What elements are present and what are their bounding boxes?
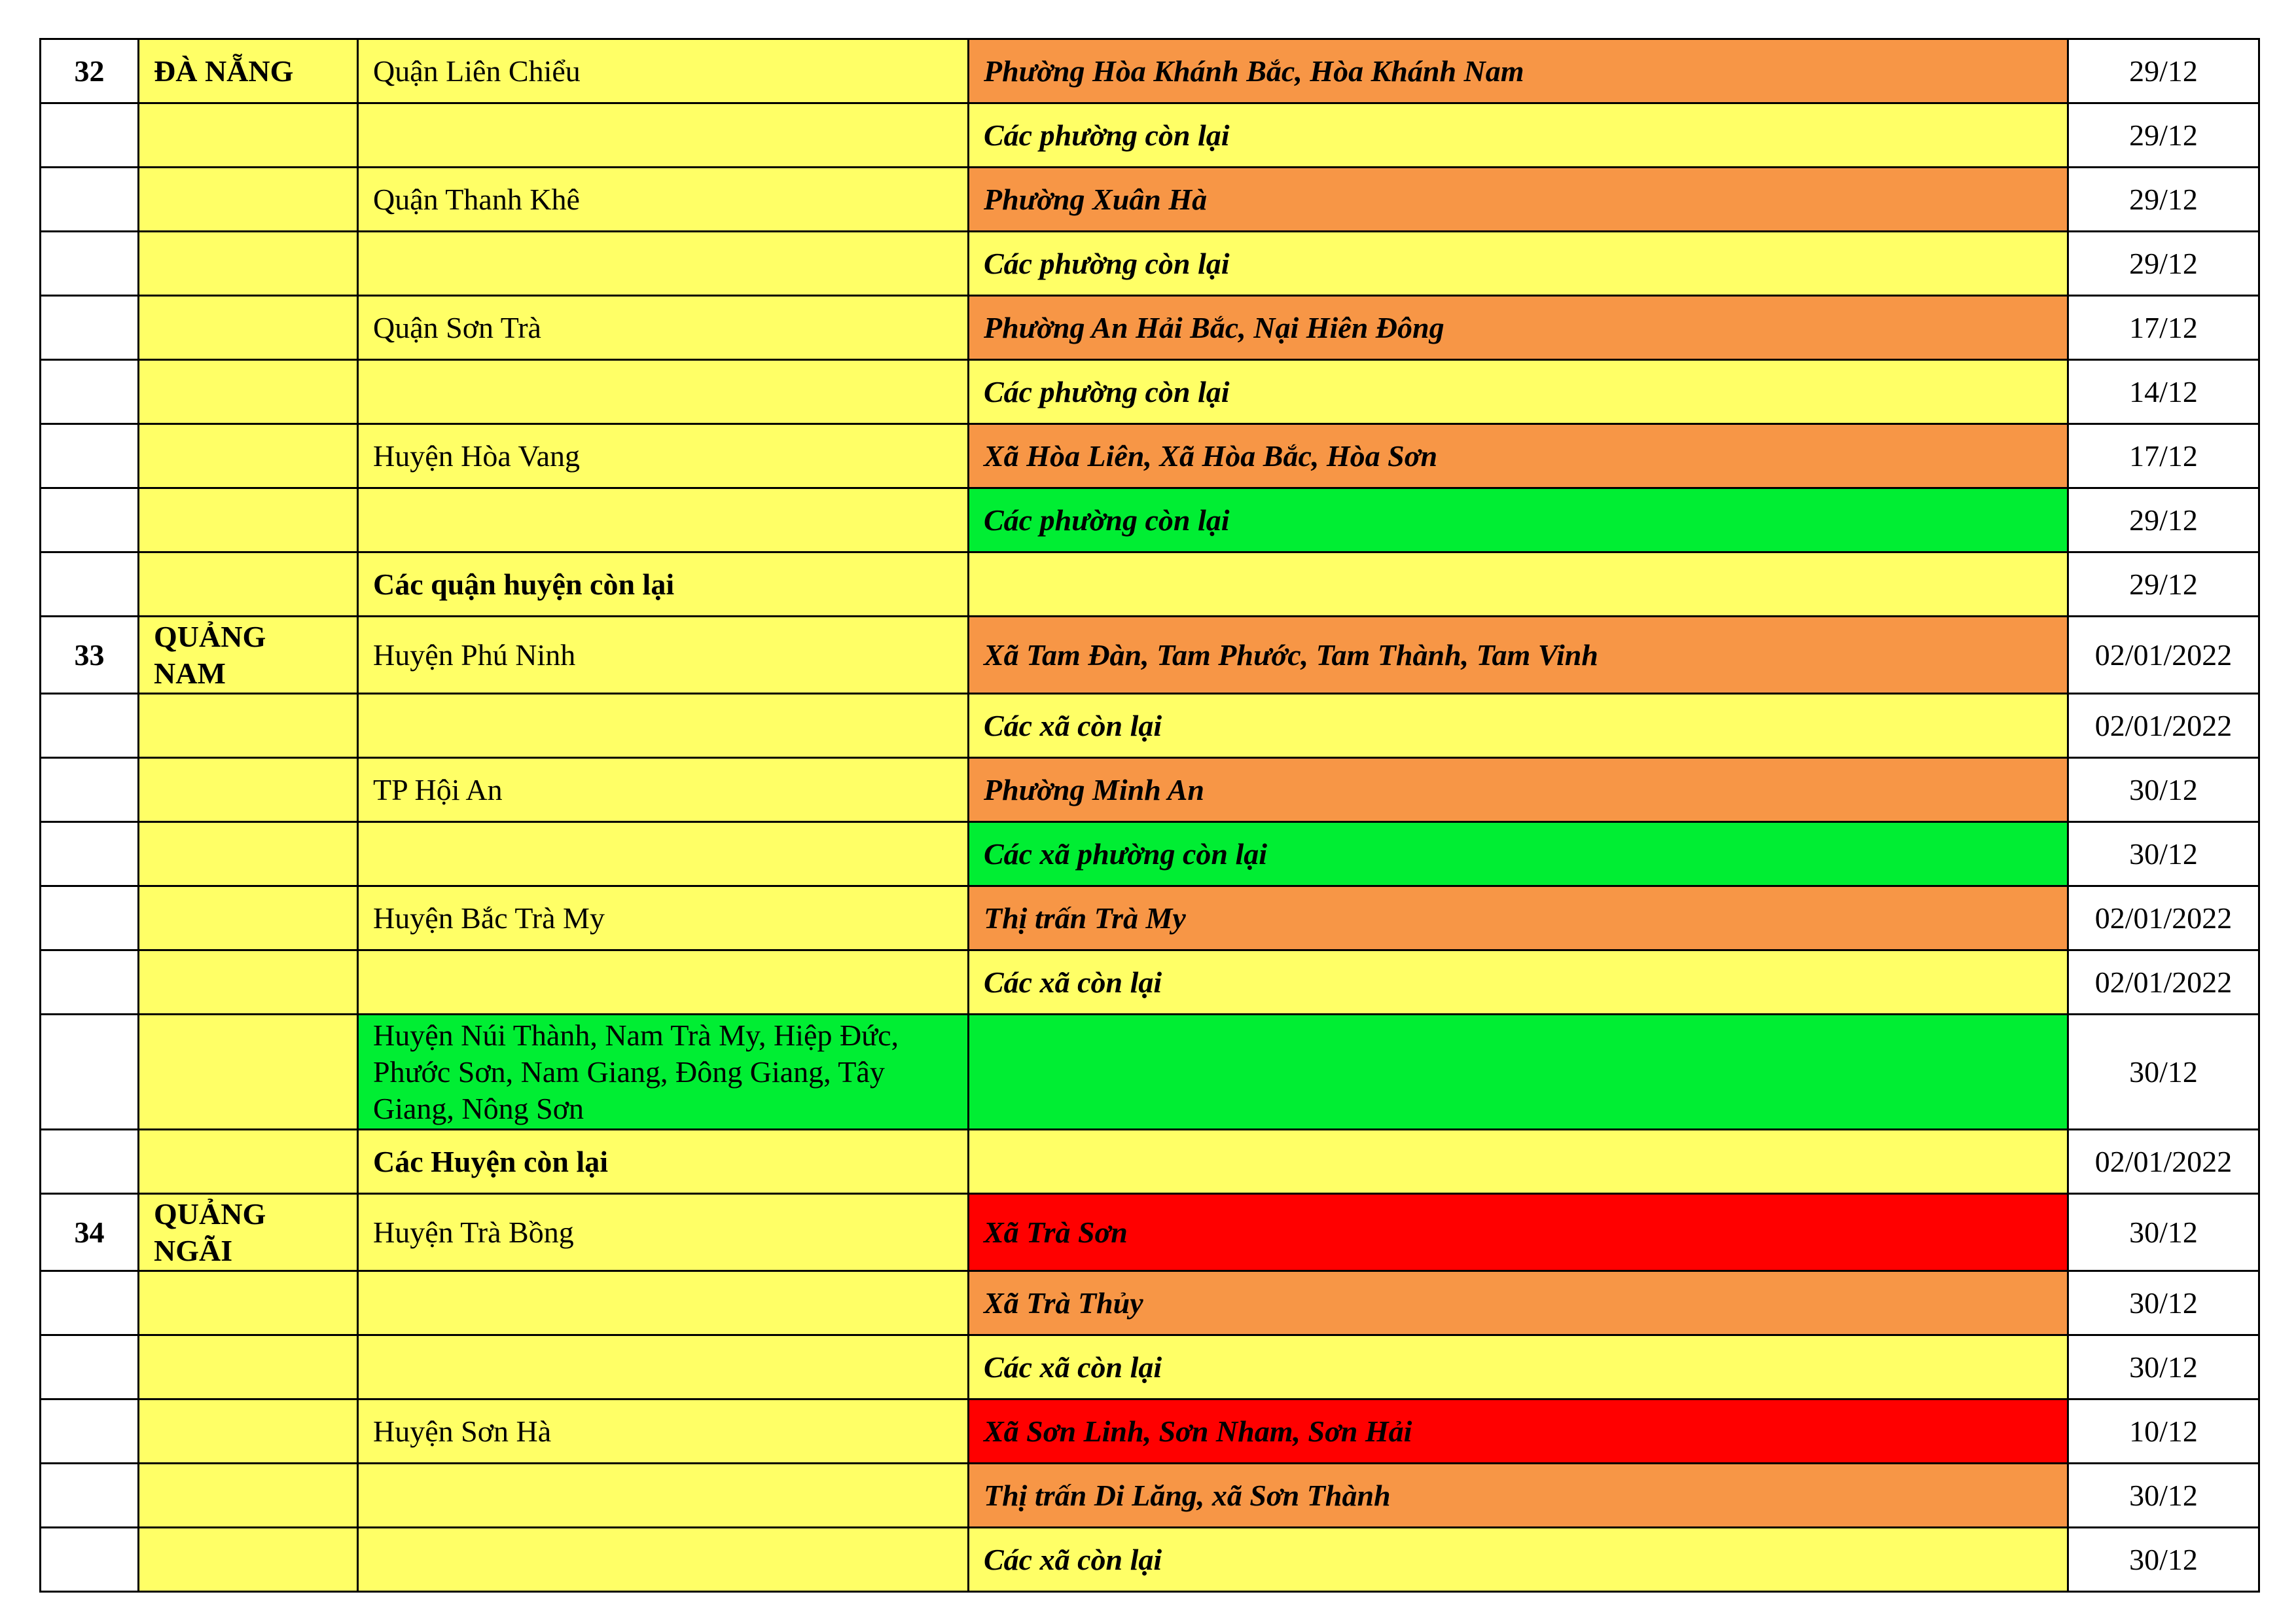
province-cell <box>139 1399 358 1464</box>
date-cell: 02/01/2022 <box>2068 950 2259 1015</box>
row-number-cell <box>41 424 139 488</box>
district-cell: Huyện Sơn Hà <box>358 1399 969 1464</box>
date-cell: 17/12 <box>2068 424 2259 488</box>
ward-commune-cell: Phường Minh An <box>969 758 2068 822</box>
table-row <box>41 168 2259 232</box>
table-row <box>41 1015 2259 1130</box>
table-row <box>41 296 2259 360</box>
table-row <box>41 950 2259 1015</box>
province-cell <box>139 950 358 1015</box>
row-number-cell <box>41 950 139 1015</box>
date-cell: 29/12 <box>2068 488 2259 552</box>
district-cell <box>358 103 969 168</box>
table-row <box>41 488 2259 552</box>
province-cell <box>139 1335 358 1399</box>
district-cell: Quận Sơn Trà <box>358 296 969 360</box>
row-number-cell <box>41 1130 139 1194</box>
province-cell <box>139 1130 358 1194</box>
province-cell <box>139 694 358 758</box>
district-cell: Các quận huyện còn lại <box>358 552 969 617</box>
ward-commune-cell: Các phường còn lại <box>969 360 2068 424</box>
date-cell: 30/12 <box>2068 822 2259 886</box>
date-cell: 17/12 <box>2068 296 2259 360</box>
ward-commune-cell: Xã Tam Đàn, Tam Phước, Tam Thành, Tam Vinh <box>969 617 2068 694</box>
table-row <box>41 758 2259 822</box>
ward-commune-cell: Các xã phường còn lại <box>969 822 2068 886</box>
district-cell: Huyện Phú Ninh <box>358 617 969 694</box>
province-cell: QUẢNG NAM <box>139 617 358 694</box>
row-number-cell <box>41 758 139 822</box>
district-cell: Huyện Trà Bồng <box>358 1194 969 1271</box>
row-number-cell <box>41 488 139 552</box>
table-row <box>41 1194 2259 1271</box>
district-cell: Huyện Bắc Trà My <box>358 886 969 950</box>
district-cell: Huyện Núi Thành, Nam Trà My, Hiệp Đức, Phước Sơn, Nam Giang, Đông Giang, Tây Giang, Nông Sơn <box>358 1015 969 1130</box>
ward-commune-cell: Các xã còn lại <box>969 950 2068 1015</box>
table-row <box>41 424 2259 488</box>
table-row <box>41 694 2259 758</box>
table-row <box>41 103 2259 168</box>
table-row <box>41 1130 2259 1194</box>
district-cell <box>358 1335 969 1399</box>
province-cell <box>139 360 358 424</box>
ward-commune-cell: Các xã còn lại <box>969 1335 2068 1399</box>
province-cell <box>139 1015 358 1130</box>
row-number-cell <box>41 168 139 232</box>
row-number-cell: 32 <box>41 39 139 103</box>
ward-commune-cell: Phường An Hải Bắc, Nại Hiên Đông <box>969 296 2068 360</box>
table-row <box>41 39 2259 103</box>
province-cell <box>139 552 358 617</box>
date-cell: 30/12 <box>2068 758 2259 822</box>
table-row <box>41 552 2259 617</box>
district-cell <box>358 1271 969 1335</box>
date-cell: 30/12 <box>2068 1015 2259 1130</box>
row-number-cell <box>41 1015 139 1130</box>
table-row <box>41 617 2259 694</box>
date-cell: 02/01/2022 <box>2068 694 2259 758</box>
row-number-cell <box>41 1528 139 1592</box>
province-cell <box>139 296 358 360</box>
date-cell: 29/12 <box>2068 232 2259 296</box>
district-cell <box>358 360 969 424</box>
date-cell: 29/12 <box>2068 103 2259 168</box>
row-number-cell <box>41 232 139 296</box>
date-cell: 02/01/2022 <box>2068 1130 2259 1194</box>
district-cell: TP Hội An <box>358 758 969 822</box>
table-row <box>41 1464 2259 1528</box>
district-cell <box>358 1528 969 1592</box>
ward-commune-cell <box>969 1130 2068 1194</box>
district-cell: Quận Liên Chiểu <box>358 39 969 103</box>
district-cell: Huyện Hòa Vang <box>358 424 969 488</box>
row-number-cell <box>41 694 139 758</box>
ward-commune-cell <box>969 1015 2068 1130</box>
date-cell: 02/01/2022 <box>2068 886 2259 950</box>
district-cell <box>358 822 969 886</box>
date-cell: 30/12 <box>2068 1271 2259 1335</box>
province-cell <box>139 424 358 488</box>
row-number-cell <box>41 1399 139 1464</box>
date-cell: 29/12 <box>2068 552 2259 617</box>
table-row <box>41 360 2259 424</box>
ward-commune-cell: Phường Xuân Hà <box>969 168 2068 232</box>
ward-commune-cell: Phường Hòa Khánh Bắc, Hòa Khánh Nam <box>969 39 2068 103</box>
district-cell <box>358 950 969 1015</box>
row-number-cell <box>41 552 139 617</box>
row-number-cell <box>41 296 139 360</box>
district-cell <box>358 694 969 758</box>
date-cell: 30/12 <box>2068 1528 2259 1592</box>
date-cell: 29/12 <box>2068 39 2259 103</box>
ward-commune-cell: Thị trấn Di Lăng, xã Sơn Thành <box>969 1464 2068 1528</box>
ward-commune-cell: Thị trấn Trà My <box>969 886 2068 950</box>
table-row <box>41 1335 2259 1399</box>
row-number-cell <box>41 1335 139 1399</box>
table-body <box>41 39 2259 1592</box>
ward-commune-cell: Xã Hòa Liên, Xã Hòa Bắc, Hòa Sơn <box>969 424 2068 488</box>
date-cell: 29/12 <box>2068 168 2259 232</box>
district-cell <box>358 232 969 296</box>
ward-commune-cell: Các phường còn lại <box>969 488 2068 552</box>
table-row <box>41 1271 2259 1335</box>
province-cell <box>139 168 358 232</box>
row-number-cell <box>41 103 139 168</box>
ward-commune-cell: Các xã còn lại <box>969 1528 2068 1592</box>
row-number-cell <box>41 360 139 424</box>
province-cell <box>139 758 358 822</box>
date-cell: 30/12 <box>2068 1464 2259 1528</box>
province-cell <box>139 103 358 168</box>
risk-level-table <box>39 38 2260 1593</box>
row-number-cell <box>41 1464 139 1528</box>
province-cell <box>139 1528 358 1592</box>
district-cell: Quận Thanh Khê <box>358 168 969 232</box>
ward-commune-cell: Xã Trà Sơn <box>969 1194 2068 1271</box>
province-cell <box>139 1271 358 1335</box>
date-cell: 14/12 <box>2068 360 2259 424</box>
province-cell: QUẢNG NGÃI <box>139 1194 358 1271</box>
province-cell <box>139 232 358 296</box>
ward-commune-cell: Xã Trà Thủy <box>969 1271 2068 1335</box>
ward-commune-cell: Các phường còn lại <box>969 232 2068 296</box>
ward-commune-cell: Các phường còn lại <box>969 103 2068 168</box>
province-cell <box>139 886 358 950</box>
date-cell: 30/12 <box>2068 1194 2259 1271</box>
table-row <box>41 886 2259 950</box>
province-cell <box>139 488 358 552</box>
province-cell <box>139 822 358 886</box>
district-cell <box>358 1464 969 1528</box>
table-row <box>41 1399 2259 1464</box>
table-row <box>41 822 2259 886</box>
table-row <box>41 232 2259 296</box>
ward-commune-cell: Các xã còn lại <box>969 694 2068 758</box>
ward-commune-cell <box>969 552 2068 617</box>
row-number-cell: 34 <box>41 1194 139 1271</box>
district-cell: Các Huyện còn lại <box>358 1130 969 1194</box>
date-cell: 02/01/2022 <box>2068 617 2259 694</box>
table-row <box>41 1528 2259 1592</box>
row-number-cell <box>41 1271 139 1335</box>
province-cell <box>139 1464 358 1528</box>
row-number-cell <box>41 822 139 886</box>
date-cell: 10/12 <box>2068 1399 2259 1464</box>
district-cell <box>358 488 969 552</box>
date-cell: 30/12 <box>2068 1335 2259 1399</box>
ward-commune-cell: Xã Sơn Linh, Sơn Nham, Sơn Hải <box>969 1399 2068 1464</box>
row-number-cell: 33 <box>41 617 139 694</box>
row-number-cell <box>41 886 139 950</box>
province-cell: ĐÀ NẴNG <box>139 39 358 103</box>
